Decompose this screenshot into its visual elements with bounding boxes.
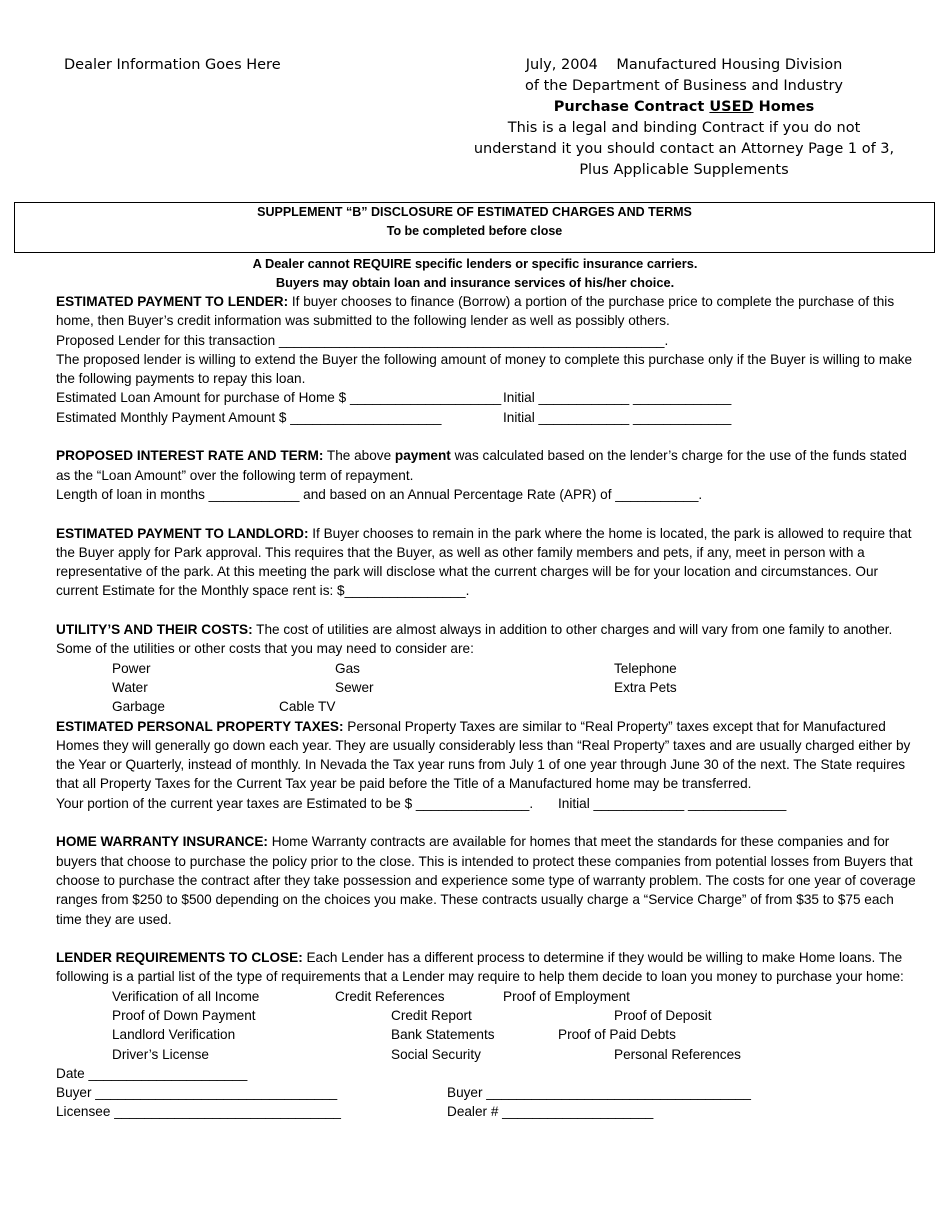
taxes-portion-field[interactable]: Your portion of the current year taxes are Estimated to be $ _______________. [56,795,534,811]
header-line-4: This is a legal and binding Contract if you do not [507,120,861,136]
header-title: Purchase Contract USED Homes [553,99,815,115]
requirements-row-2 [56,1006,916,1025]
requirement-item: Social Security [391,1046,481,1062]
header-line-6: Plus Applicable Supplements [579,162,789,178]
taxes-portion-row [56,794,916,813]
header-line-5: understand it you should contact an Attorney Page 1 of 3, [473,141,895,157]
dealer-notice-line-2: Buyers may obtain loan and insurance services of his/her choice. [275,275,675,290]
utility-item: Water [112,679,148,695]
monthly-payment-row [56,408,916,427]
date-field[interactable]: Date _____________________ [56,1065,248,1081]
licensee-row [56,1102,916,1121]
date-row [56,1064,916,1083]
utilities-row-3 [56,697,916,716]
warranty-section: HOME WARRANTY INSURANCE: Home Warranty contracts are available for homes that meet the standards for these companies and for buyers that choose to purchase the policy prior to the close. This is intended to protect these companies from potential losses from Buyers that choose to purchase the contract after they take possession and experience some type of warranty problem. The costs for one year of coverage ranges from $250 to $500 depending on the choices you make. These contracts usually charge a “Service Charge” of from $35 to $75 each time they are used. [56,834,916,927]
proposed-lender-field[interactable]: Proposed Lender for this transaction ___________________________________________________. [56,332,669,348]
header-line-1: July, 2004 Manufactured Housing Division [525,57,843,73]
utilities-row-1 [56,659,916,678]
monthly-payment-initial[interactable]: Initial ____________ _____________ [503,409,732,425]
requirements-row-3 [56,1025,916,1044]
interest-section: PROPOSED INTEREST RATE AND TERM: The above payment was calculated based on the lender’s charge for the use of the funds stated as the “Loan Amount” over the following term of repayment. [56,448,907,483]
document-header [464,55,904,181]
disclosure-body [56,292,916,1122]
requirement-item: Driver’s License [112,1046,209,1062]
requirement-item: Proof of Deposit [614,1007,712,1023]
dealer-notice-line-1: A Dealer cannot REQUIRE specific lenders or specific insurance carriers. [252,256,698,271]
requirements-row-4 [56,1045,916,1064]
loan-length-field[interactable]: Length of loan in months ____________ and based on an Annual Percentage Rate (APR) of ___________. [56,486,703,502]
header-line-2: of the Department of Business and Industry [524,78,843,94]
landlord-section: ESTIMATED PAYMENT TO LANDLORD: If Buyer chooses to remain in the park where the home is located, the park is allowed to require that the Buyer apply for Park approval. This requires that the Buyer, as well as other family members and pets, if any, meet in person with a representative of the park. At this meeting the park will disclose what the current charges will be for your location and circumstances. Our current Estimate for the Monthly space rent is: $________________. [56,525,912,599]
loan-amount-initial[interactable]: Initial ____________ _____________ [503,390,732,406]
buyer-signature-row [56,1083,916,1102]
requirement-item: Personal References [614,1046,741,1062]
taxes-section: ESTIMATED PERSONAL PROPERTY TAXES: Personal Property Taxes are similar to “Real Property” taxes except that for Manufactured Homes they will generally go down each year. They are usually considerably less than “Real Property” taxes and are usually charged either by the Year or Quarterly, instead of monthly. In Nevada the Tax year runs from July 1 of one year through June 30 of the next. The State requires that all Property Taxes for the Current Tax year be paid before the Title of a Manufactured home may be transferred. [56,718,911,792]
utility-item: Sewer [335,679,374,695]
requirement-item: Bank Statements [391,1027,495,1043]
utility-item: Garbage [112,699,165,715]
utility-item: Extra Pets [614,679,677,695]
supplement-title-box [14,202,935,253]
buyer-signature-1[interactable]: Buyer ________________________________ [56,1085,338,1101]
buyer-signature-2[interactable]: Buyer ___________________________________ [447,1085,751,1101]
utility-item: Telephone [614,660,677,676]
lender-requirements-section: LENDER REQUIREMENTS TO CLOSE: Each Lender has a different process to determine if they would be willing to make Home loans. The following is a partial list of the type of requirements that a Lender may require to help them decide to loan you money to purchase your home: [56,950,904,985]
dealer-info: Dealer Information Goes Here [64,57,281,73]
loan-amount-row [56,388,916,407]
requirement-item: Proof of Down Payment [112,1007,256,1023]
utility-item: Power [112,660,151,676]
requirement-item: Verification of all Income [112,988,260,1004]
loan-amount-field[interactable]: Estimated Loan Amount for purchase of Home $ ____________________ [56,390,502,406]
requirement-item: Credit References [335,988,445,1004]
monthly-payment-field[interactable]: Estimated Monthly Payment Amount $ ____________________ [56,409,442,425]
supplement-subtitle: To be completed before close [386,224,563,238]
lender-willing-text: The proposed lender is willing to extend the Buyer the following amount of money to complete this purchase only if the Buyer is willing to make the following payments to repay this loan. [56,351,913,387]
utilities-row-2 [56,678,916,697]
utilities-section: UTILITY’S AND THEIR COSTS: The cost of utilities are almost always in addition to other charges and will vary from one family to another. Some of the utilities or other costs that you may need to consider are: [56,622,893,657]
utility-item: Cable TV [279,699,336,715]
taxes-initial[interactable]: Initial ____________ _____________ [558,795,787,811]
requirement-item: Proof of Paid Debts [558,1027,676,1043]
requirements-row-1 [56,987,916,1006]
requirement-item: Credit Report [391,1007,472,1023]
requirement-item: Landlord Verification [112,1027,236,1043]
lender-section: ESTIMATED PAYMENT TO LENDER: If buyer chooses to finance (Borrow) a portion of the purchase price to complete the purchase of this home, then Buyer’s credit information was submitted to the following lender as well as possibly others. [56,294,895,329]
requirement-item: Proof of Employment [503,988,630,1004]
licensee-field[interactable]: Licensee ______________________________ [56,1104,341,1120]
dealer-number-field[interactable]: Dealer # ____________________ [447,1104,654,1120]
supplement-title: SUPPLEMENT “B” DISCLOSURE OF ESTIMATED CHARGES AND TERMS [257,205,692,219]
utility-item: Gas [335,660,360,676]
